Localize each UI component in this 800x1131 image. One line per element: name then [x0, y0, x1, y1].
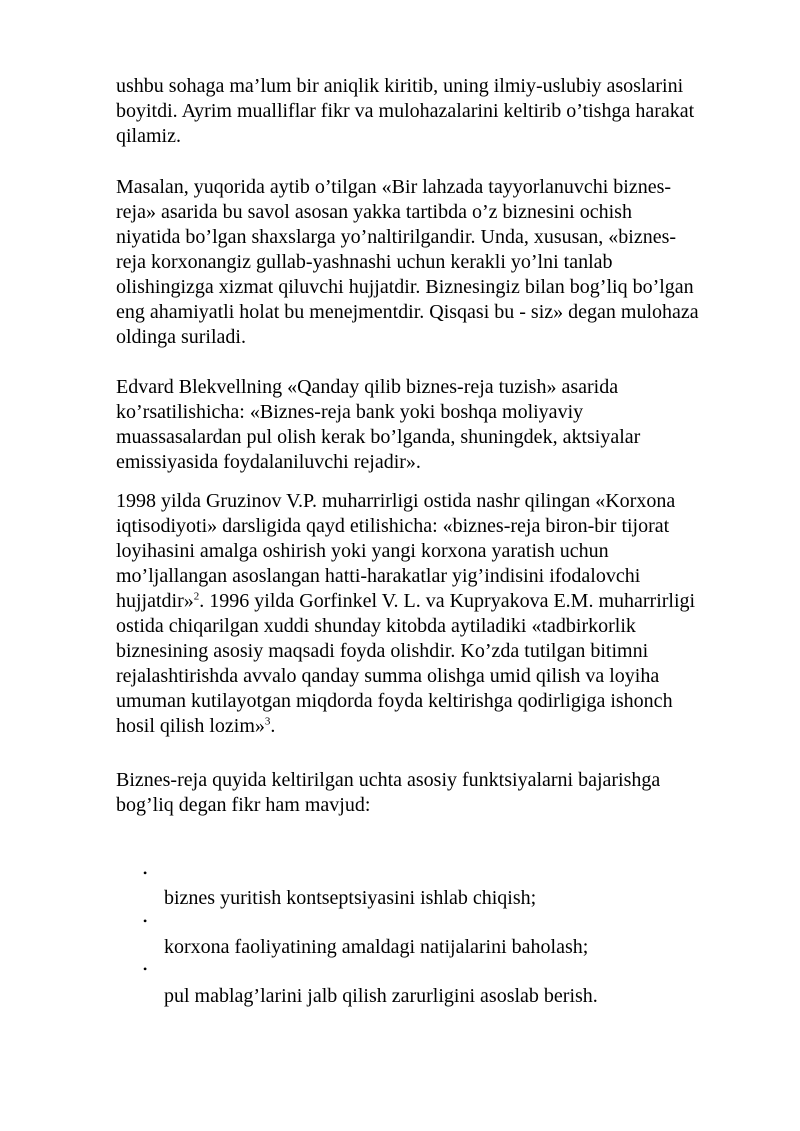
paragraph-gruzinov-text-2: . 1996 yilda Gorfinkel V. L. va Kupryakova E.M. muharrirligi ostida chiqarilgan xuddi shunday kitobda aytiladiki «tadbirkorlik biznesining asosiy maqsadi foyda olishdir. Ko’zda tutilgan bitimni rejalashtirishda avvalo qanday summa olishga umid qilish va loyiha umuman kutilayotgan miqdorda foyda keltirishga qodirligiga ishonch hosil qilish lozim» [116, 590, 696, 737]
paragraph-instant-business-plan: Masalan, yuqorida aytib o’tilgan «Bir lahzada tayyorlanuvchi biznes- reja» asarida bu savol asosan yakka tartibda o’z biznesini ochish niyatida bo’lgan shaxslarga yo’naltirilgandir. Unda, xususan, «biznes- reja korxonangiz gullab-yashnashi uchun kerakli yo’lni tanlab olishingizga xizmat qiluvchi hujjatdir. Biznesingiz bilan bog’liq bo’lgan eng ahamiyatli holat bu menejmentdir. Qisqasi bu - siz» degan mulohaza oldinga suriladi. [116, 176, 699, 348]
paragraph-functions: Biznes-reja quyida keltirilgan uchta asosiy funktsiyalarni bajarishga bog’liq degan fikr ham mavjud: [116, 769, 661, 816]
paragraph-intro: ushbu sohaga ma’lum bir aniqlik kiritib, uning ilmiy-uslubiy asoslarini boyitdi. Ayrim mualliflar fikr va mulohazalarini keltirib o’tishga harakat qilamiz. [116, 75, 695, 147]
list-item: korxona faoliyatining amaldagi natijalarini baholash; [164, 936, 589, 958]
paragraph-blekvell: Edvard Blekvellning «Qanday qilib biznes-reja tuzish» asarida ko’rsatilishicha: «Biznes-reja bank yoki boshqa moliyaviy muassasalardan pul olish kerak bo’lganda, shuningdek, aktsiyalar emissiyasida foydalaniluvchi rejadir». [116, 376, 641, 473]
paragraph-gruzinov [116, 489, 756, 739]
bullet-icon: • [143, 914, 148, 928]
list-item: biznes yuritish kontseptsiyasini ishlab chiqish; [164, 887, 537, 909]
list-item: pul mablag’larini jalb qilish zarurligini asoslab berish. [164, 985, 598, 1007]
footnote-ref-2[interactable]: 2 [193, 590, 200, 603]
bullet-icon: • [143, 866, 148, 880]
bullet-icon: • [143, 962, 148, 976]
footnote-ref-3[interactable]: 3 [264, 715, 271, 728]
paragraph-gruzinov-text-1: 1998 yilda Gruzinov V.P. muharrirligi ostida nashr qilingan «Korxona iqtisodiyoti» darsligida qayd etilishicha: «biznes-reja biron-bir tijorat loyihasini amalga oshirish yoki yangi korxona yaratish uchun mo’ljallangan asoslangan hatti-harakatlar yig’indisini ifodalovchi hujjatdir» [116, 490, 676, 612]
paragraph-gruzinov-text-3: . [270, 715, 276, 737]
